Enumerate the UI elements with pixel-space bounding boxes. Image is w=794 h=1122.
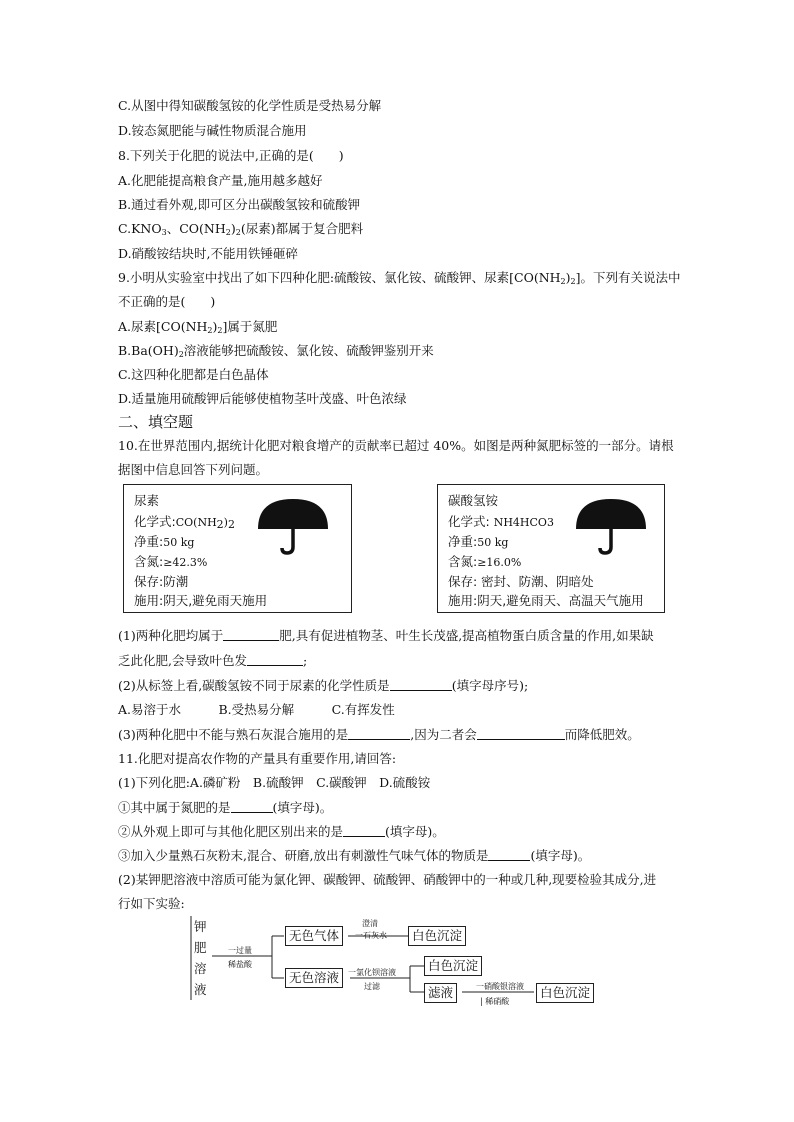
abc-storage: 保存: 密封、防潮、阴暗处	[448, 574, 594, 589]
q10-part2-options: A.易溶于水 B.受热易分解 C.有挥发性	[118, 702, 395, 717]
urea-usage: 施用:阴天,避免雨天施用	[134, 593, 268, 608]
limewater-label-top: 澄清	[362, 919, 378, 928]
box-colorless-solution: 无色溶液	[285, 968, 343, 988]
q10-stem-line2: 据图中信息回答下列问题。	[118, 462, 269, 477]
q10-part1: (1)两种化肥均属于 肥,具有促进植物茎、叶生长茂盛,提高植物蛋白质含量的作用,如果缺	[118, 628, 654, 643]
answer-blank[interactable]	[223, 628, 279, 641]
q8-option-a: A.化肥能提高粮食产量,施用越多越好	[118, 173, 323, 188]
q9-stem: 9.小明从实验室中找出了如下四种化肥:硫酸铵、氯化铵、硫酸钾、尿素$[CO(NH_2)_2]$。下列有关说法中	[118, 270, 681, 286]
q7-option-c: C.从图中得知碳酸氢铵的化学性质是受热易分解	[118, 98, 382, 113]
filter-label: 过滤	[364, 982, 380, 991]
urea-weight: 净重:50 kg	[134, 534, 195, 549]
q8-option-d: D.硝酸铵结块时,不能用铁锤砸碎	[118, 246, 299, 261]
step1-reagent-name: 稀盐酸	[228, 960, 252, 969]
hno3-label: | 稀硝酸	[480, 997, 510, 1006]
abc-nitrogen: 含氮:≥16.0%	[448, 554, 522, 569]
q10-stem: 10.在世界范围内,据统计化肥对粮食增产的贡献率已超过 40%。如图是两种氮肥标签的一部分。请根	[118, 438, 674, 453]
section-heading: 二、填空题	[118, 413, 194, 431]
flow-start-potash-solution: 钾 肥 溶 液	[194, 919, 207, 997]
q9-option-d: D.适量施用硫酸钾后能够使植物茎叶茂盛、叶色浓绿	[118, 391, 407, 406]
answer-blank[interactable]	[247, 653, 303, 666]
q11-part2: (2)某钾肥溶液中溶质可能为氯化钾、碳酸钾、硫酸钾、硝酸钾中的一种或几种,现要检验其成分,进	[118, 872, 657, 887]
q11-stem: 11.化肥对提高农作物的产量具有重要作用,请回答:	[118, 751, 397, 766]
abc-formula: 化学式: NH4HCO3	[448, 514, 554, 529]
q11-part1-c: ③加入少量熟石灰粉末,混合、研磨,放出有刺激性气味气体的物质是 (填字母)。	[118, 848, 591, 863]
q9-option-a: A.尿素$[CO(NH_2)_2]$属于氮肥	[118, 319, 278, 335]
bacl2-label: 一氯化钡溶液	[348, 968, 396, 977]
agno3-label: 一硝酸银溶液	[476, 982, 524, 991]
answer-blank[interactable]	[231, 800, 273, 813]
urea-storage: 保存:防潮	[134, 574, 189, 589]
q10-part1-line2: 乏此化肥,会导致叶色发 ;	[118, 653, 308, 668]
q11-part1: (1)下列化肥:A.磷矿粉 B.硫酸钾 C.碳酸钾 D.硫酸铵	[118, 775, 431, 790]
answer-blank[interactable]	[477, 727, 565, 740]
answer-blank[interactable]	[343, 824, 385, 837]
q8-option-b: B.通过看外观,即可区分出碳酸氢铵和硫酸钾	[118, 197, 361, 212]
box-white-precipitate-1: 白色沉淀	[408, 926, 466, 946]
umbrella-icon	[256, 497, 330, 555]
q11-part1-b: ②从外观上即可与其他化肥区别出来的是 (填字母)。	[118, 824, 445, 839]
box-white-precipitate-2: 白色沉淀	[424, 956, 482, 976]
q7-option-d: D.铵态氮肥能与碱性物质混合施用	[118, 123, 307, 138]
q8-stem: 8.下列关于化肥的说法中,正确的是( )	[118, 148, 344, 163]
box-filtrate: 滤液	[424, 983, 457, 1003]
ammonium-bicarbonate-label	[437, 484, 665, 613]
q10-part3: (3)两种化肥中不能与熟石灰混合施用的是 ,因为二者会 而降低肥效。	[118, 727, 640, 742]
q9-option-c: C.这四种化肥都是白色晶体	[118, 367, 269, 382]
abc-name: 碳酸氢铵	[448, 493, 499, 508]
box-white-precipitate-3: 白色沉淀	[536, 983, 594, 1003]
abc-weight: 净重:50 kg	[448, 534, 509, 549]
limewater-label-bottom: 一石灰水	[355, 931, 387, 940]
q8-option-c: $C.KNO_3$、$CO(NH_2)_2$(尿素)都属于复合肥料	[118, 221, 364, 237]
answer-blank[interactable]	[488, 848, 530, 861]
urea-nitrogen: 含氮:≥42.3%	[134, 554, 208, 569]
answer-blank[interactable]	[348, 727, 410, 740]
q9-option-b: $B.Ba(OH)_2$溶液能够把硫酸铵、氯化铵、硫酸钾鉴别开来	[118, 343, 434, 359]
umbrella-icon	[574, 497, 648, 555]
abc-usage: 施用:阴天,避免雨天、高温天气施用	[448, 593, 644, 608]
urea-formula: 化学式:CO(NH2)2	[134, 514, 235, 531]
q9-stem-line2: 不正确的是( )	[118, 294, 216, 309]
urea-name: 尿素	[134, 493, 160, 508]
step1-reagent: 一过量	[228, 946, 252, 955]
q11-part1-a: ①其中属于氮肥的是 (填字母)。	[118, 800, 333, 815]
answer-blank[interactable]	[390, 678, 452, 691]
urea-label	[123, 484, 352, 613]
box-colorless-gas: 无色气体	[285, 926, 343, 946]
q11-part2-line2: 行如下实验:	[118, 896, 185, 911]
q10-part2: (2)从标签上看,碳酸氢铵不同于尿素的化学性质是 (填字母序号);	[118, 678, 529, 693]
